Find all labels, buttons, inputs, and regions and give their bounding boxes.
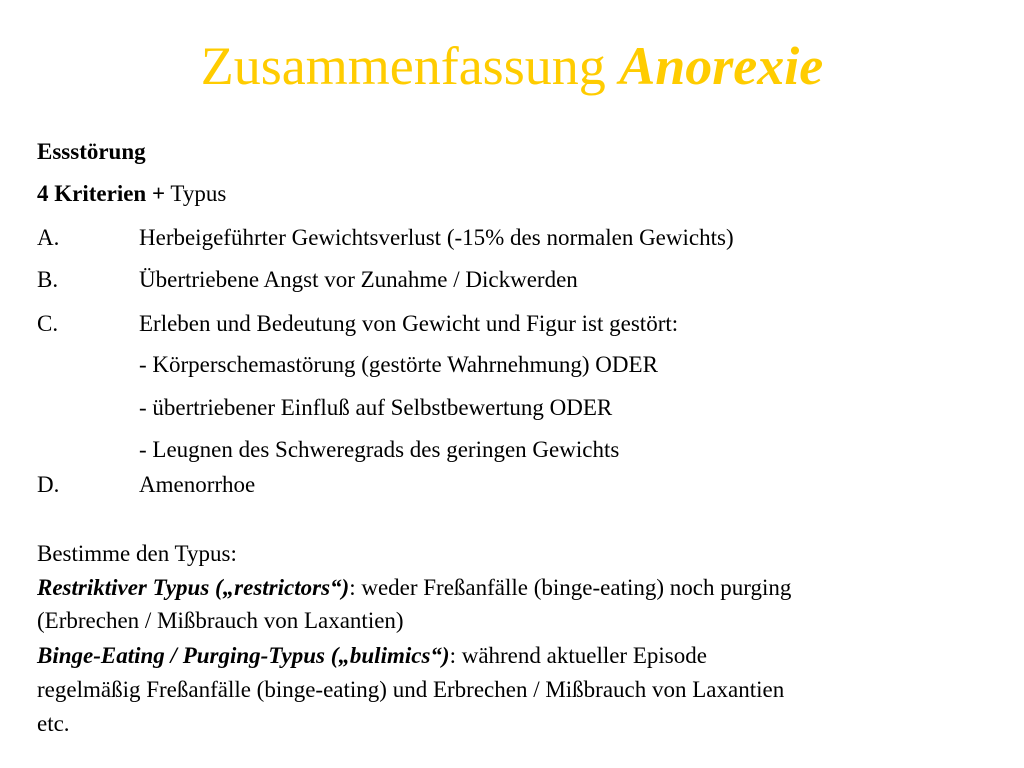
binge-type-desc-end: etc. xyxy=(37,711,70,736)
restrictive-type-desc-cont: (Erbrechen / Mißbrauch von Laxantien) xyxy=(37,608,404,633)
binge-type-desc: : während aktueller Episode xyxy=(449,643,707,668)
binge-type-desc-cont: regelmäßig Freßanfälle (binge-eating) und Erbrechen / Mißbrauch von Laxantien xyxy=(37,677,785,702)
criteria-summary xyxy=(37,179,226,209)
criterion-d-text: Amenorrhoe xyxy=(139,472,256,497)
criterion-a-marker: A. xyxy=(37,225,60,250)
criterion-b-marker: B. xyxy=(37,267,59,292)
criterion-c-text: Erleben und Bedeutung von Gewicht und Figur ist gestört: xyxy=(139,311,679,336)
restrictive-type-line xyxy=(37,573,791,603)
typus-intro: Bestimme den Typus: xyxy=(37,541,237,566)
criterion-a-text: Herbeigeführter Gewichtsverlust (-15% des normalen Gewichts) xyxy=(139,225,734,250)
sub-item-self-evaluation: - übertriebener Einfluß auf Selbstbewertung ODER xyxy=(139,395,613,420)
slide-title xyxy=(0,30,1024,102)
binge-type-line xyxy=(37,641,707,671)
section-heading: Essstörung xyxy=(37,139,146,164)
title-main: Zusammenfassung xyxy=(200,36,606,96)
criterion-b-text: Übertriebene Angst vor Zunahme / Dickwerden xyxy=(139,267,578,292)
sub-item-denial: - Leugnen des Schweregrads des geringen Gewichts xyxy=(139,437,620,462)
criterion-c-marker: C. xyxy=(37,311,59,336)
criterion-d-marker: D. xyxy=(37,472,60,497)
restrictive-type-label: Restriktiver Typus („restrictors“) xyxy=(37,575,350,600)
criteria-typus: Typus xyxy=(165,181,227,206)
title-emphasis: Anorexie xyxy=(619,36,824,96)
sub-item-body-image: - Körperschemastörung (gestörte Wahrnehmung) ODER xyxy=(139,352,658,377)
restrictive-type-desc: : weder Freßanfälle (binge-eating) noch purging xyxy=(349,575,792,600)
binge-type-label: Binge-Eating / Purging-Typus („bulimics“) xyxy=(37,643,450,668)
criteria-count: 4 Kriterien + xyxy=(37,181,166,206)
